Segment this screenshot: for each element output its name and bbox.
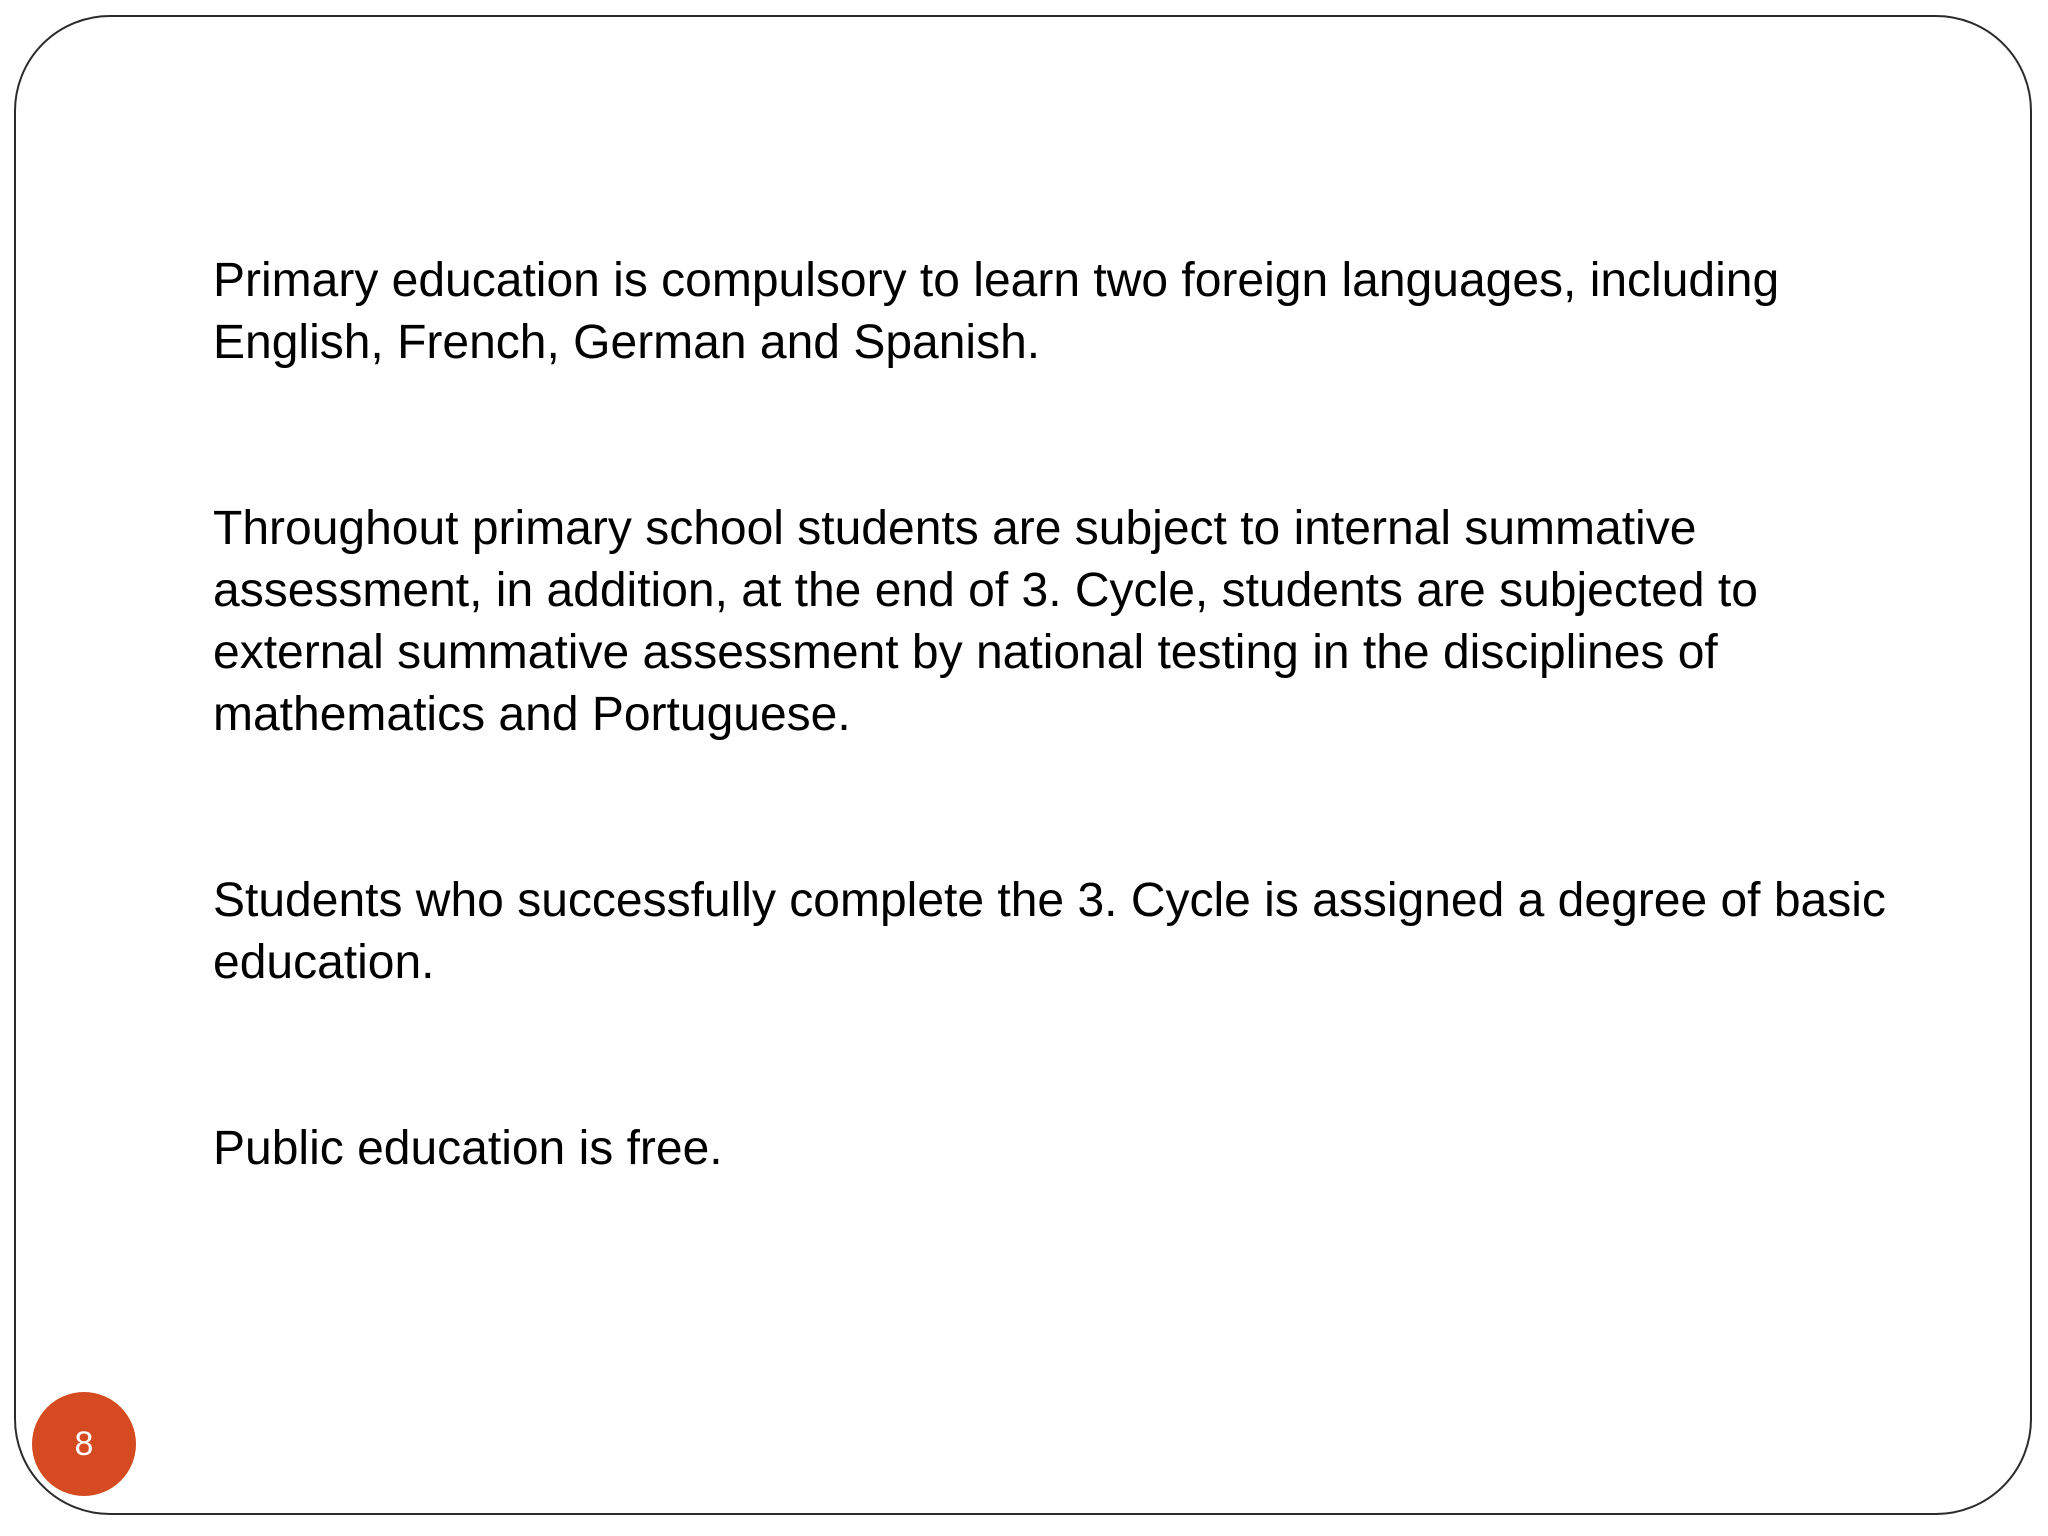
slide-content — [213, 250, 1913, 1180]
paragraph-foreign-languages: Primary education is compulsory to learn two foreign languages, including English, French, German and Spanish. — [213, 254, 1780, 369]
paragraph-basic-education-degree: Students who successfully complete the 3. Cycle is assigned a degree of basic education. — [213, 874, 1886, 989]
paragraph-assessment: Throughout primary school students are subject to internal summative assessment, in addition, at the end of 3. Cycle, students are subjected to external summative assessment by national testing in the disciplines of mathematics and Portuguese. — [213, 502, 1758, 741]
slide-number-label: 8 — [74, 1424, 94, 1463]
slide-number-badge — [32, 1392, 136, 1496]
paragraph-public-education: Public education is free. — [213, 1122, 723, 1175]
